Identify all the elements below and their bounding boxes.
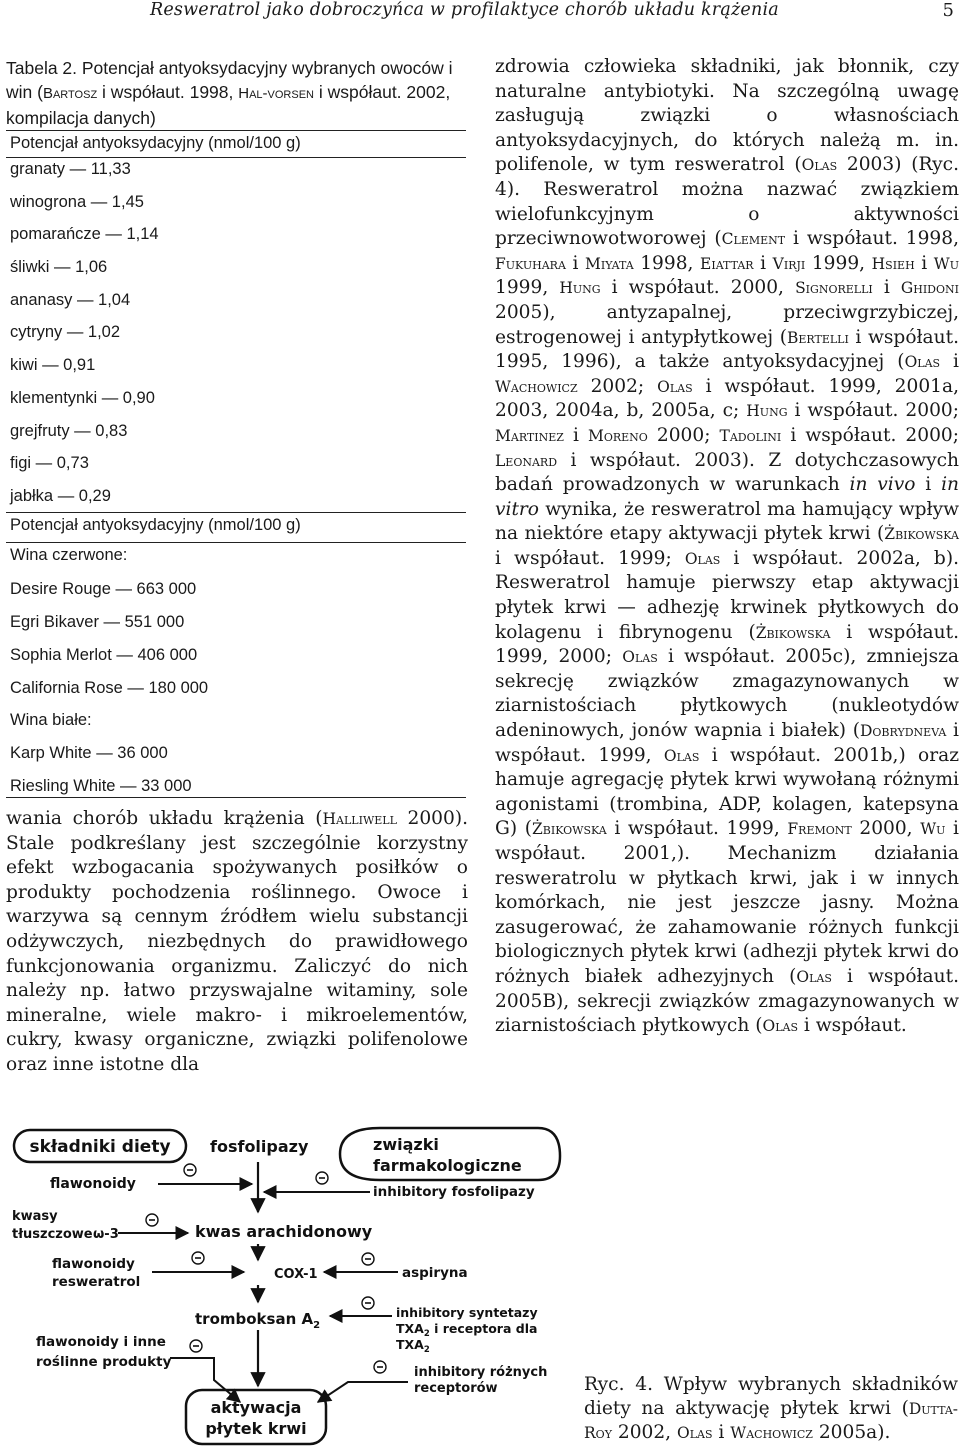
- inh-synt-line3: $TXA_2$: [396, 1337, 430, 1355]
- table-row: winogrona — 1,45: [10, 193, 144, 211]
- arrow-flaw-inne: [170, 1358, 240, 1402]
- table-row: jabłka — 0,29: [10, 487, 111, 505]
- flaw-inne-line1: flawonoidy i inne: [36, 1334, 166, 1350]
- table-row: Wina białe:: [10, 711, 92, 729]
- omega-label: ω-3: [93, 1227, 119, 1242]
- table-row: kiwi — 0,91: [10, 356, 96, 374]
- table-caption: Tabela 2. Potencjał antyoksydacyjny wybranych owoców i win (Bartosz i współaut. 1998, Hal-vorsen i współaut. 2002, kompilacja danych): [6, 58, 453, 128]
- table-row: Desire Rouge — 663 000: [10, 580, 197, 598]
- figure-caption: Ryc. 4. Wpływ wybranych składników diety na aktywację płytek krwi (Dutta-Roy 2002, Olas i Wachowicz 2005a).: [584, 1374, 958, 1443]
- platelet-activation-diagram: [0, 1120, 580, 1452]
- table-top-rule: [6, 130, 466, 131]
- aspiryna-label: aspiryna: [402, 1265, 468, 1281]
- kwas-arachidonowy-label: kwas arachidonowy: [195, 1222, 373, 1241]
- table-row: klementynki — 0,90: [10, 389, 155, 407]
- table-bottom-rule: [6, 797, 466, 798]
- fosfolipazy-label: fosfolipazy: [210, 1137, 309, 1156]
- table-row: cytryny — 1,02: [10, 323, 121, 341]
- table-row: Karp White — 36 000: [10, 744, 168, 762]
- flaw-inne-line2: roślinne produkty: [36, 1354, 172, 1370]
- running-title: Resweratrol jako dobroczyńca w profilaktyce chorób układu krążenia: [150, 0, 779, 20]
- zwiazki-line1: związki: [373, 1135, 439, 1154]
- table-row: grejfruty — 0,83: [10, 422, 128, 440]
- table-row: Egri Bikaver — 551 000: [10, 613, 185, 631]
- table-row: Riesling White — 33 000: [10, 777, 192, 795]
- kwasy-line2: tłuszczowe: [12, 1227, 93, 1242]
- table-row: California Rose — 180 000: [10, 679, 209, 697]
- table-row: Wina czerwone:: [10, 546, 128, 564]
- cox1-label: COX-1: [274, 1267, 318, 1282]
- table-section-header: Potencjał antyoksydacyjny (nmol/100 g): [10, 134, 301, 152]
- table-header-rule: [6, 157, 466, 158]
- table-section-header: Potencjał antyoksydacyjny (nmol/100 g): [10, 516, 301, 534]
- tromboksan-label: tromboksan $A_2$: [195, 1310, 321, 1331]
- right-column-text: zdrowia człowieka składniki, jak błonnik, czy naturalne antybiotyki. Na szczególną uwagę zasługują związki o własnościach antyoksydacyjnych, do których należą m. in. polifenole, w tym resweratrol (Olas 2003) (Ryc. 4). Resweratrol można nazwać związkiem wielofunkcyjnym o aktywności przeciwnowotworowej (Clement i współaut. 1998, Fukuhara i Miyata 1998, Eiattar i Virji 1999, Hsieh i Wu 1999, Hung i współaut. 2000, Signorelli i Ghidoni 2005), antyzapalnej, przeciwgrzybiczej, estrogenowej i antypłytkowej (Bertelli i współaut. 1995, 1996), a także antyoksydacyjnej (Olas i Wachowicz 2002; Olas i współaut. 1999, 2001a, 2003, 2004a, b, 2005a, c; Hung i współaut. 2000; Martinez i Moreno 2000; Tadolini i współaut. 2000; Leonard i współaut. 2003). Z dotychczasowych badań prowadzonych w warunkach in vivo i in vitro wynika, że resweratrol ma hamujący wpływ na niektóre etapy aktywacji płytek krwi (Żbikowska i współaut. 1999; Olas i współaut. 2002a, b). Resweratrol hamuje pierwszy etap aktywacji płytek krwi — adhezję krwinek płytkowych do kolagenu i fibrynogenu (Żbikowska i współaut. 1999, 2000; Olas i współaut. 2005c), zmniejsza sekrecję związków zmagazynowanych w ziarnistościach płytkowych (nukleotydów adeninowych, jonów wapnia i białek) (Dobrydneva i współaut. 1999, Olas i współaut. 2001b,) oraz hamuje agregację płytek krwi wywołaną różnymi agonistami (trombina, ADP, kolagen, katepsyna G) (Żbikowska i współaut. 1999, Fremont 2000, Wu i współaut. 2001,). Mechanizm działania resweratrolu w płytkach krwi, jak i w innych komórkach, nie jest jeszcze jasny. Można zasugerować, że zahamowanie różnych funkcji biologicznych płytek krwi (adhezji płytek krwi do różnych białek adhezyjnych (Olas i współaut. 2005B), sekrecji związków zmagazynowanych w ziarnistościach płytkowych (Olas i współaut.: [495, 56, 960, 1037]
- table-row: figi — 0,73: [10, 454, 89, 472]
- running-head: [0, 0, 960, 26]
- table-row: pomarańcze — 1,14: [10, 225, 159, 243]
- inh-synt-line2: $TXA_2$ i receptora dla: [396, 1321, 538, 1339]
- inh-rec-line2: receptorów: [414, 1381, 498, 1396]
- page-number: 5: [942, 0, 954, 21]
- table-row: granaty — 11,33: [10, 160, 131, 178]
- inh-rec-line1: inhibitory różnych: [414, 1365, 548, 1380]
- table-mid-rule: [6, 512, 466, 513]
- table-header-rule: [6, 542, 466, 543]
- skladniki-diety-label: składniki diety: [29, 1137, 171, 1157]
- aktywacja-line2: płytek krwi: [205, 1419, 307, 1438]
- aktywacja-line1: aktywacja: [210, 1398, 302, 1417]
- flaw-resw-line1: flawonoidy: [52, 1256, 135, 1272]
- arrow-inh-rec: [318, 1382, 408, 1402]
- flawonoidy-label: flawonoidy: [50, 1176, 136, 1192]
- table-row: ananasy — 1,04: [10, 291, 131, 309]
- table-row: śliwki — 1,06: [10, 258, 108, 276]
- inh-synt-line1: inhibitory syntetazy: [396, 1305, 538, 1320]
- left-column-text: wania chorób układu krążenia (Halliwell 2000). Stale podkreślany jest szczególnie korzystny efekt wzbogacania spożywanych posiłków o produkty pochodzenia roślinnego. Owoce i warzywa są cennym źródłem wielu substancji odżywczych, niezbędnych do prawidłowego funkcjonowania organizmu. Zaliczyć do nich należy np. łatwo przyswajalne witaminy, sole mineralne, wiele makro- i mikroelementów, cukry, kwasy organiczne, związki polifenolowe oraz inne istotne dla: [6, 808, 468, 1075]
- zwiazki-line2: farmakologiczne: [373, 1156, 522, 1175]
- inhibitory-fosfolipazy-label: inhibitory fosfolipazy: [373, 1184, 535, 1200]
- flaw-resw-line2: resweratrol: [52, 1274, 141, 1290]
- table-row: Sophia Merlot — 406 000: [10, 646, 198, 664]
- kwasy-line1: kwasy: [12, 1209, 58, 1224]
